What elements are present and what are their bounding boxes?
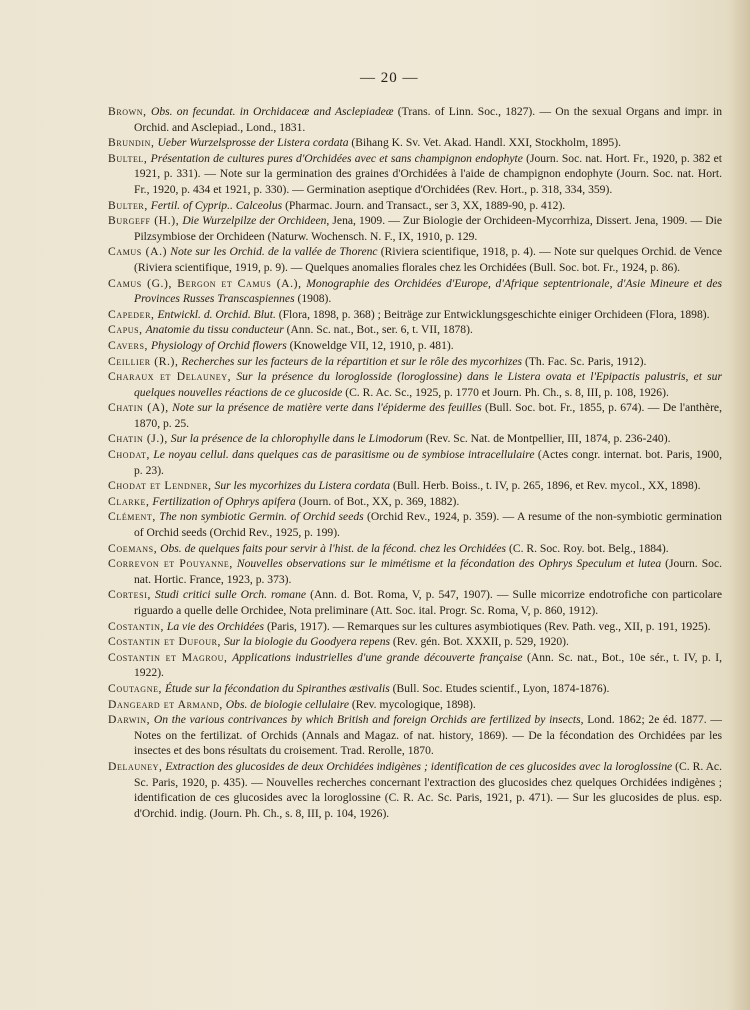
entry-details: (Rev. gén. Bot. XXXII, p. 529, 1920). <box>390 635 569 649</box>
entry-title: Sur les mycorhizes du Listera cordata <box>214 479 391 493</box>
entry-details: (Bull. Herb. Boiss., t. IV, p. 265, 1896, et Rev. mycol., XX, 1898). <box>390 479 701 493</box>
entry-title: Obs. de biologie cellulaire <box>225 697 349 711</box>
entry-title: Recherches sur les facteurs de la répartition et sur le rôle des mycorhizes <box>181 354 523 368</box>
bibliography-entry <box>108 619 722 635</box>
entry-details: , Jena, 1909. — Zur Biologie der Orchideen-Mycorrhiza, Dissert. Jena, 1909. — Die Pilzsymbiose der Orchideen (Naturw. Wochensch. N. F., IX, 1910, p. 129. <box>134 214 722 243</box>
bibliography-entry <box>108 198 722 214</box>
entry-details: (C. R. Ac. Sc., 1925, p. 1770 et Journ. Ph. Ch., s. 8, III, p. 108, 1926). <box>342 385 669 399</box>
entry-details: (C. R. Soc. Roy. bot. Belg., 1884). <box>506 541 669 555</box>
entry-details: (C. R. Ac. Sc. Paris, 1920, p. 435). — Nouvelles recherches concernant l'extraction des glucosides chez quelques Orchidées indigènes ; identification de ces glucosides avec la loroglossine (C. R. Ac. Sc. Paris, 1921, p. 471). — Sur les glucosides de plus. esp. d'Orchid. indig. (Journ. Ph. Ch., s. 8, III, p. 104, 1926). <box>134 759 722 820</box>
entry-title: Obs. de quelques faits pour servir à l'hist. de la fécond. chez les Orchidées <box>160 541 507 555</box>
entry-author: Burgeff (H.), <box>108 214 180 228</box>
bibliography-entry <box>108 338 722 354</box>
entry-author: Correvon et Pouyanne, <box>108 557 233 571</box>
bibliography-entry <box>108 354 722 370</box>
entry-author: Ceillier (R.), <box>108 354 179 368</box>
entry-details: (Ann. Sc. nat., Bot., ser. 6, t. VII, 1878). <box>283 323 473 337</box>
entry-author: Coemans, <box>108 541 158 555</box>
bibliography-entry <box>108 759 722 821</box>
bibliography-entry <box>108 587 722 618</box>
entry-title: Sur la présence du loroglosside (loroglossine) dans le Listera ovata et l'Epipactis palustris, et sur quelques nouvelles réactions de ce glucoside <box>134 370 722 399</box>
entry-author: Bulter, <box>108 198 148 212</box>
entry-title: Note sur les Orchid. de la vallée de Thorenc <box>170 245 378 259</box>
entry-title: Nouvelles observations sur le mimétisme et la fécondation des Ophrys Speculum et lutea <box>236 557 662 571</box>
bibliography-entry <box>108 556 722 587</box>
entry-title: La vie des Orchidées <box>166 619 265 633</box>
entry-author: Camus (A.) <box>108 245 168 259</box>
entry-title: Sur la présence de la chlorophylle dans le Limodorum <box>170 432 423 446</box>
entry-title: Studi critici sulle Orch. romane <box>155 588 307 602</box>
entry-details: (Pharmac. Journ. and Transact., ser 3, XX, 1889-90, p. 412). <box>282 198 566 212</box>
entry-details: (Rev. mycologique, 1898). <box>349 697 476 711</box>
entry-details: (Bull. Soc. bot. Fr., 1855, p. 674). — De l'anthère, 1870, p. 25. <box>134 401 722 430</box>
entry-author: Capus, <box>108 323 143 337</box>
entry-details: (Knoweldge VII, 12, 1910, p. 481). <box>286 338 454 352</box>
entry-details: (Journ. Soc. nat. Hort. Fr., 1920, p. 382 et 1921, p. 331). — Note sur la germination des graines d'Orchidées à l'aide de champignon endophyte (Journ. Soc. nat. Hort. Fr., 1920, p. 434 et 1921, p. 330). — Germination aseptique d'Orchidées (Rev. Hort., p. 318, 334, 359). <box>134 151 722 196</box>
entry-details: (Ann. d. Bot. Roma, V, p. 547, 1907). — Sulle micorrize endotrofiche con particolare riguardo a quelle delle Orchidee, Nota preliminare (Att. Soc. ital. Progr. Sc. Roma, V, p. 860, 1912). <box>134 588 722 617</box>
entry-title: Étude sur la fécondation du Spiranthes æstivalis <box>164 681 390 695</box>
entry-author: Costantin, <box>108 619 164 633</box>
entry-title: Obs. on fecundat. in Orchidaceæ and Asclepiadeæ <box>150 105 394 118</box>
entry-title: On the various contrivances by which British and foreign Orchids are fertilized by insects <box>153 713 581 727</box>
bibliography-entry <box>108 104 722 135</box>
entry-author: Cavers, <box>108 338 149 352</box>
bibliography-entry <box>108 276 722 307</box>
entry-author: Brundin, <box>108 136 155 150</box>
entry-title: Fertil. of Cyprip.. Calceolus <box>150 198 283 212</box>
entry-title: Anatomie du tissu conducteur <box>145 323 284 337</box>
entry-title: Le noyau cellul. dans quelques cas de parasitisme ou de symbiose intracellulaire <box>153 448 535 462</box>
bibliography-entry <box>108 213 722 244</box>
entry-details: (Flora, 1898, p. 368) ; Beiträge zur Entwicklungsgeschichte einiger Orchideen (Flora, 1898). <box>275 307 710 321</box>
entry-author: Capeder, <box>108 307 155 321</box>
bibliography-entry <box>108 681 722 697</box>
entry-author: Bultel, <box>108 151 148 165</box>
entry-author: Darwin, <box>108 713 151 727</box>
bibliography-entry <box>108 509 722 540</box>
entry-details: (Bull. Soc. Etudes scientif., Lyon, 1874-1876). <box>389 681 610 695</box>
entry-details: (Trans. of Linn. Soc., 1827). — On the sexual Organs and impr. in Orchid. and Asclepiad., Lond., 1831. <box>134 105 722 134</box>
entry-title: Sur la biologie du Goodyera repens <box>223 635 391 649</box>
entry-title: Entwickl. d. Orchid. Blut. <box>157 307 276 321</box>
entry-author: Camus (G.), Bergon et Camus (A.), <box>108 276 302 290</box>
entry-title: Ueber Wurzelsprosse der Listera cordata <box>157 136 349 150</box>
entry-author: Brown, <box>108 105 147 118</box>
entry-author: Charaux et Delauney, <box>108 370 232 384</box>
bibliography-entry <box>108 447 722 478</box>
entry-title: Monographie des Orchidées d'Europe, d'Afrique septentrionale, d'Asie Mineure et des Provinces Russes Transcaspiennes <box>134 276 722 306</box>
bibliography-entry <box>108 244 722 275</box>
bibliography-entry <box>108 322 722 338</box>
bibliography-entry <box>108 697 722 713</box>
entry-details: (Orchid Rev., 1924, p. 359). — A resume of the non-symbiotic germination of Orchid seeds (Orchid Rev., 1925, p. 199). <box>134 510 722 540</box>
entry-title: Extraction des glucosides de deux Orchidées indigènes ; identification de ces glucosides avec la loroglossine <box>165 759 673 773</box>
entry-details: (1908). <box>294 292 332 306</box>
entry-title: Die Wurzelpilze der Orchideen <box>182 214 327 228</box>
entry-author: Chatin (A), <box>108 401 169 415</box>
page-number: — 20 — <box>360 70 419 86</box>
entry-details: (Bihang K. Sv. Vet. Akad. Handl. XXI, Stockholm, 1895). <box>348 136 621 150</box>
entry-author: Chodat, <box>108 448 150 462</box>
bibliography-list <box>108 104 722 821</box>
entry-details: (Journ. of Bot., XX, p. 369, 1882). <box>295 494 460 508</box>
bibliography-entry <box>108 541 722 557</box>
bibliography-entry <box>108 135 722 151</box>
entry-details: (Journ. Soc. nat. Hortic. France, 1923, p. 373). <box>134 557 723 586</box>
entry-title: Applications industrielles d'une grande découverte française <box>232 650 523 664</box>
bibliography-entry <box>108 494 722 510</box>
bibliography-entry <box>108 307 722 323</box>
entry-author: Chatin (J.), <box>108 432 168 446</box>
entry-author: Delauney, <box>108 759 163 773</box>
bibliography-entry <box>108 650 722 681</box>
entry-author: Clarke, <box>108 494 150 508</box>
bibliography-entry <box>108 712 722 759</box>
entry-title: Présentation de cultures pures d'Orchidées avec et sans champignon endophyte <box>150 151 523 165</box>
bibliography-entry <box>108 369 722 400</box>
entry-title: Physiology of Orchid flowers <box>150 338 287 352</box>
entry-details: (Riviera scientifique, 1918, p. 4). — Note sur quelques Orchid. de Vence (Riviera scientifique, 1919, p. 9). — Quelques anomalies florales chez les Orchidées (Bull. Soc. bot. Fr., 1924, p. 86). <box>134 245 722 274</box>
entry-author: Chodat et Lendner, <box>108 479 212 493</box>
entry-author: Cortesi, <box>108 588 151 602</box>
bibliography-entry <box>108 634 722 650</box>
entry-title: Note sur la présence de matière verte dans l'épiderme des feuilles <box>172 401 482 415</box>
entry-details: (Ann. Sc. nat., Bot., 10e sér., t. IV, p. I, 1922). <box>134 650 723 680</box>
entry-author: Coutagne, <box>108 681 163 695</box>
entry-details: , Lond. 1862; 2e éd. 1877. — Notes on the fertilizat. of Orchids (Annals and Magaz. of nat. history, 1869). — De la fécondation des Orchidées par les insectes et des bons résultats du croisement. Trad. Rerolle, 1870. <box>134 713 722 758</box>
entry-author: Dangeard et Armand, <box>108 697 223 711</box>
entry-details: (Rev. Sc. Nat. de Montpellier, III, 1874, p. 236-240). <box>422 432 671 446</box>
entry-author: Clément, <box>108 510 156 524</box>
entry-author: Costantin et Magrou, <box>108 650 228 664</box>
entry-title: The non symbiotic Germin. of Orchid seeds <box>159 510 364 524</box>
entry-details: (Th. Fac. Sc. Paris, 1912). <box>522 354 647 368</box>
entry-details: (Actes congr. internat. bot. Paris, 1900, p. 23). <box>134 448 723 477</box>
entry-details: (Paris, 1917). — Remarques sur les cultures asymbiotiques (Rev. Path. veg., XII, p. 191, 1925). <box>264 619 711 633</box>
bibliography-entry <box>108 431 722 447</box>
bibliography-entry <box>108 400 722 431</box>
entry-author: Costantin et Dufour, <box>108 635 222 649</box>
entry-title: Fertilization of Ophrys apifera <box>152 494 296 508</box>
bibliography-entry <box>108 478 722 494</box>
bibliography-entry <box>108 151 722 198</box>
